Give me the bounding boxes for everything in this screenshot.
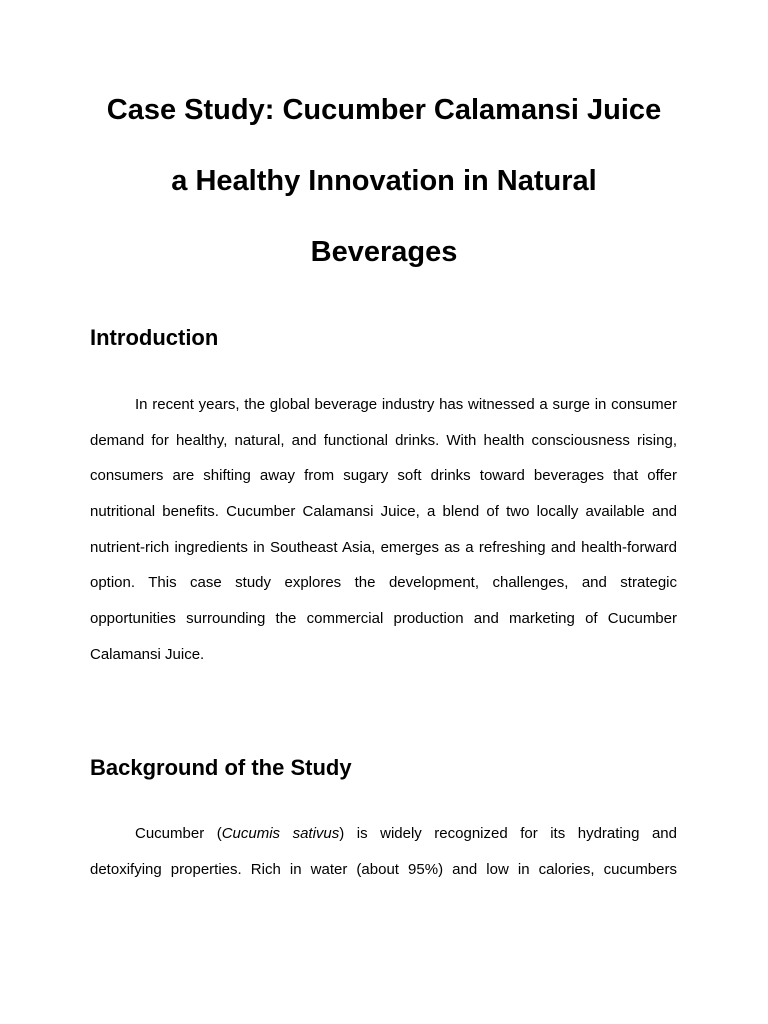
paragraph-line: detoxifying properties. Rich in water (about 95%) and low in calories, cucumbers — [90, 860, 677, 878]
line-text-after-species: ) is widely recognized for its hydrating and — [339, 825, 677, 842]
paragraph-line — [90, 816, 677, 852]
section-heading-background: Background of the Study — [90, 755, 352, 780]
paragraph-line: nutrient-rich ingredients in Southeast Asia, emerges as a refreshing and health-forward — [90, 538, 677, 556]
paragraph-line: In recent years, the global beverage industry has witnessed a surge in consumer — [135, 396, 677, 413]
background-paragraph — [90, 816, 677, 887]
title-line-1: Case Study: Cucumber Calamansi Juice — [106, 94, 662, 126]
document-title — [60, 75, 708, 288]
line-text-before-species: Cucumber ( — [135, 825, 222, 842]
species-name: Cucumis sativus — [221, 825, 340, 842]
title-line-3: Beverages — [310, 236, 458, 268]
paragraph-line: demand for healthy, natural, and functional drinks. With health consciousness rising, — [90, 431, 677, 449]
title-line-2: a Healthy Innovation in Natural — [171, 165, 597, 197]
paragraph-line: opportunities surrounding the commercial production and marketing of Cucumber — [90, 610, 677, 628]
paragraph-line: nutritional benefits. Cucumber Calamansi Juice, a blend of two locally available and — [90, 503, 677, 521]
paragraph-line: option. This case study explores the development, challenges, and strategic — [90, 574, 677, 592]
paragraph-line: Calamansi Juice. — [90, 645, 205, 663]
section-heading-introduction: Introduction — [90, 325, 219, 350]
paragraph-line: consumers are shifting away from sugary soft drinks toward beverages that offer — [90, 467, 677, 485]
introduction-paragraph — [90, 387, 677, 673]
